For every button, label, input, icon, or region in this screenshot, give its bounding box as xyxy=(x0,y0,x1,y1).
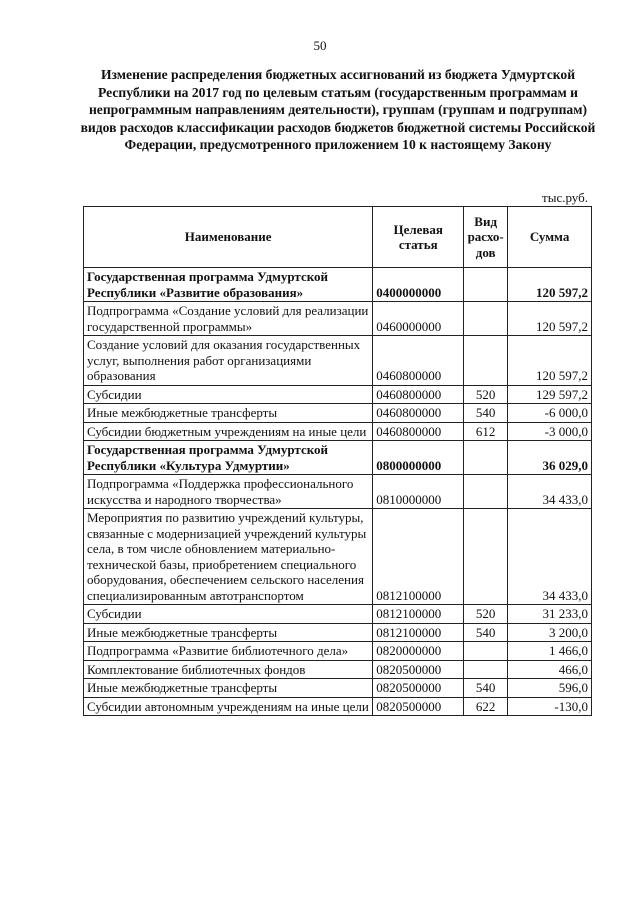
cell-sum: 120 597,2 xyxy=(508,302,592,336)
cell-sum: 129 597,2 xyxy=(508,385,592,404)
cell-sum: -6 000,0 xyxy=(508,404,592,423)
table-row xyxy=(84,623,592,642)
cell-code: 0460000000 xyxy=(373,302,464,336)
cell-name: Подпрограмма «Развитие библиотечного дела» xyxy=(84,642,373,661)
units-label: тыс.руб. xyxy=(542,190,588,205)
cell-code: 0460800000 xyxy=(373,385,464,404)
cell-type: 520 xyxy=(464,605,508,624)
cell-name: Подпрограмма «Создание условий для реализации государственной программы» xyxy=(84,302,373,336)
cell-sum: 31 233,0 xyxy=(508,605,592,624)
cell-name: Создание условий для оказания государственных услуг, выполнения работ организациями образования xyxy=(84,336,373,386)
table-row xyxy=(84,660,592,679)
cell-type xyxy=(464,475,508,509)
cell-type xyxy=(464,336,508,386)
cell-name: Подпрограмма «Поддержка профессионального искусства и народного творчества» xyxy=(84,475,373,509)
table-row xyxy=(84,302,592,336)
header-type: Вид расхо-дов xyxy=(464,207,508,268)
header-name: Наименование xyxy=(84,207,373,268)
cell-name: Субсидии xyxy=(84,605,373,624)
cell-sum: 120 597,2 xyxy=(508,336,592,386)
cell-code: 0810000000 xyxy=(373,475,464,509)
cell-code: 0400000000 xyxy=(373,268,464,302)
cell-code: 0812100000 xyxy=(373,605,464,624)
cell-code: 0820500000 xyxy=(373,679,464,698)
budget-table xyxy=(83,206,592,716)
cell-sum: -3 000,0 xyxy=(508,422,592,441)
cell-sum: 1 466,0 xyxy=(508,642,592,661)
cell-sum: -130,0 xyxy=(508,697,592,716)
page-number: 50 xyxy=(313,38,327,53)
cell-sum: 3 200,0 xyxy=(508,623,592,642)
cell-sum: 36 029,0 xyxy=(508,441,592,475)
cell-code: 0812100000 xyxy=(373,509,464,605)
cell-code: 0820500000 xyxy=(373,660,464,679)
cell-name: Государственная программа Удмуртской Республики «Культура Удмуртии» xyxy=(84,441,373,475)
cell-name: Субсидии автономным учреждениям на иные цели xyxy=(84,697,373,716)
table-row xyxy=(84,268,592,302)
table-body xyxy=(84,268,592,716)
cell-code: 0460800000 xyxy=(373,404,464,423)
cell-sum: 120 597,2 xyxy=(508,268,592,302)
cell-type: 520 xyxy=(464,385,508,404)
document-title: Изменение распределения бюджетных ассигнований из бюджета Удмуртской Республики на 2017 год по целевым статьям (государственным программам и непрограммным направлениям деятельности), группам (группам и подгруппам) видов расходов классификации расходов бюджетов бюджетной системы Российской Федерации, предусмотренного приложением 10 к настоящему Закону xyxy=(80,67,596,153)
table-row xyxy=(84,642,592,661)
table-row xyxy=(84,441,592,475)
cell-sum: 596,0 xyxy=(508,679,592,698)
cell-type xyxy=(464,660,508,679)
cell-code: 0820000000 xyxy=(373,642,464,661)
cell-name: Комплектование библиотечных фондов xyxy=(84,660,373,679)
table-row xyxy=(84,336,592,386)
table-row xyxy=(84,697,592,716)
cell-name: Иные межбюджетные трансферты xyxy=(84,623,373,642)
cell-name: Государственная программа Удмуртской Республики «Развитие образования» xyxy=(84,268,373,302)
header-code: Целевая статья xyxy=(373,207,464,268)
cell-type: 540 xyxy=(464,679,508,698)
cell-name: Иные межбюджетные трансферты xyxy=(84,679,373,698)
table-row xyxy=(84,605,592,624)
cell-code: 0820500000 xyxy=(373,697,464,716)
cell-code: 0812100000 xyxy=(373,623,464,642)
cell-type: 540 xyxy=(464,623,508,642)
table-row xyxy=(84,385,592,404)
cell-name: Субсидии бюджетным учреждениям на иные цели xyxy=(84,422,373,441)
cell-sum: 466,0 xyxy=(508,660,592,679)
table-row xyxy=(84,422,592,441)
cell-name: Иные межбюджетные трансферты xyxy=(84,404,373,423)
table-row xyxy=(84,404,592,423)
cell-code: 0460800000 xyxy=(373,336,464,386)
cell-type: 540 xyxy=(464,404,508,423)
table-row xyxy=(84,509,592,605)
cell-type: 612 xyxy=(464,422,508,441)
cell-sum: 34 433,0 xyxy=(508,475,592,509)
table-header-row xyxy=(84,207,592,268)
cell-code: 0460800000 xyxy=(373,422,464,441)
cell-code: 0800000000 xyxy=(373,441,464,475)
cell-type xyxy=(464,268,508,302)
table-row xyxy=(84,475,592,509)
cell-type: 622 xyxy=(464,697,508,716)
cell-type xyxy=(464,441,508,475)
cell-name: Мероприятия по развитию учреждений культуры, связанные с модернизацией учреждений культуры села, в том числе обновлением материально-технической базы, приобретением специального оборудования, обеспечением сельского населения специализированным автотранспортом xyxy=(84,509,373,605)
cell-type xyxy=(464,509,508,605)
table-row xyxy=(84,679,592,698)
cell-type xyxy=(464,302,508,336)
header-sum: Сумма xyxy=(508,207,592,268)
cell-type xyxy=(464,642,508,661)
cell-name: Субсидии xyxy=(84,385,373,404)
cell-sum: 34 433,0 xyxy=(508,509,592,605)
